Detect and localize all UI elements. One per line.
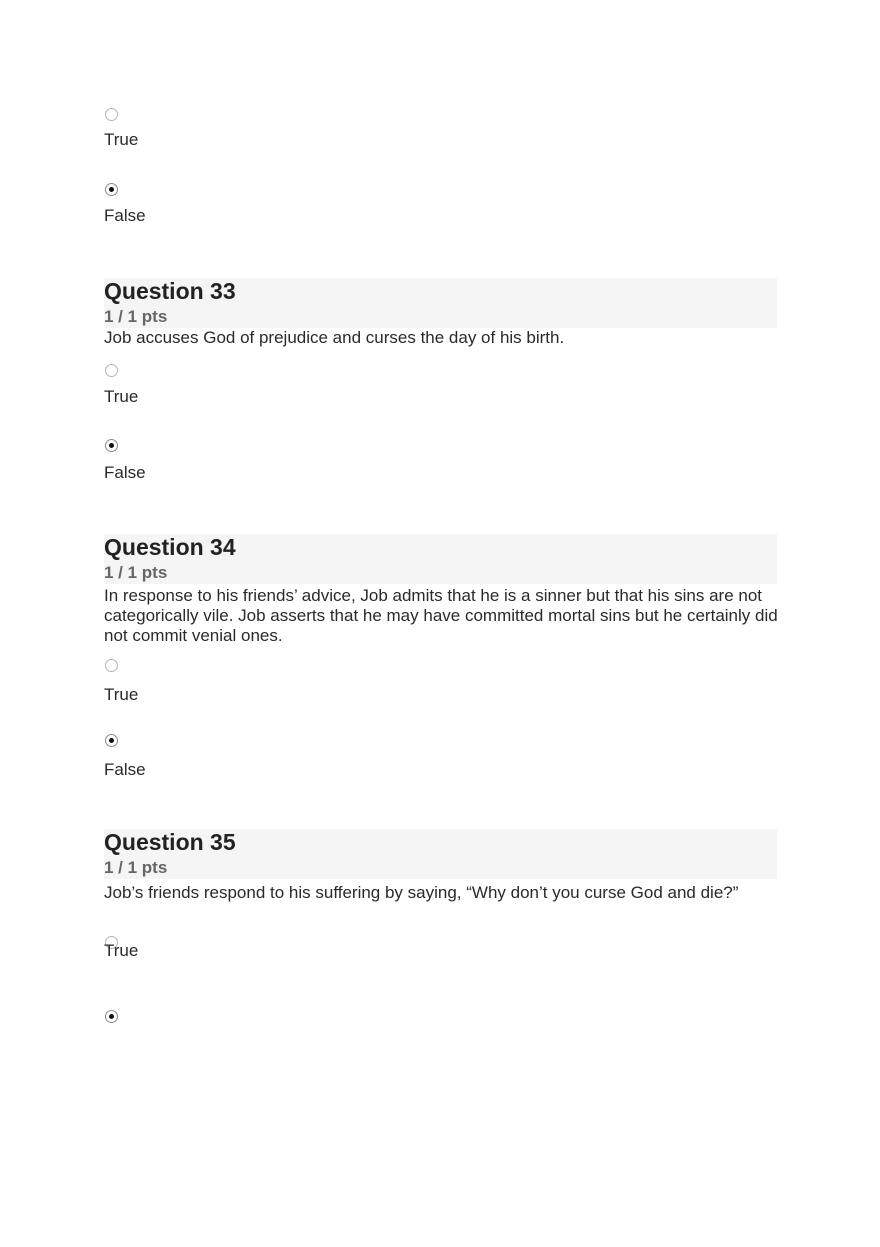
question-33-points: 1 / 1 pts bbox=[104, 307, 168, 326]
q34-true-radio[interactable] bbox=[105, 659, 118, 672]
q33-true-label: True bbox=[104, 387, 139, 406]
prev-true-radio[interactable] bbox=[105, 108, 118, 121]
question-33-header bbox=[104, 278, 777, 328]
q33-false-radio[interactable] bbox=[105, 439, 118, 452]
q35-true-label: True bbox=[104, 941, 139, 960]
q34-true-label: True bbox=[104, 685, 139, 704]
q34-false-radio[interactable] bbox=[105, 734, 118, 747]
question-33-text: Job accuses God of prejudice and curses the day of his birth. bbox=[104, 328, 565, 347]
q35-false-radio[interactable] bbox=[105, 1010, 118, 1023]
question-34-header bbox=[104, 534, 777, 584]
question-34-text: In response to his friends’ advice, Job admits that he is a sinner but that his sins are not categorically vile. Job asserts that he may have committed mortal sins but he certainly did not commit venial ones. bbox=[104, 586, 778, 645]
q34-false-label: False bbox=[104, 760, 146, 779]
q33-true-radio[interactable] bbox=[105, 364, 118, 377]
question-35-points: 1 / 1 pts bbox=[104, 858, 168, 877]
q33-false-label: False bbox=[104, 463, 146, 482]
question-35-text: Job’s friends respond to his suffering by saying, “Why don’t you curse God and die?” bbox=[104, 883, 739, 902]
question-35-title: Question 35 bbox=[104, 829, 236, 855]
prev-false-label: False bbox=[104, 206, 146, 225]
question-34-points: 1 / 1 pts bbox=[104, 563, 168, 582]
prev-true-label: True bbox=[104, 130, 139, 149]
question-34-title: Question 34 bbox=[104, 534, 236, 560]
prev-false-radio[interactable] bbox=[105, 183, 118, 196]
question-35-header bbox=[104, 829, 777, 879]
question-33-title: Question 33 bbox=[104, 278, 236, 304]
